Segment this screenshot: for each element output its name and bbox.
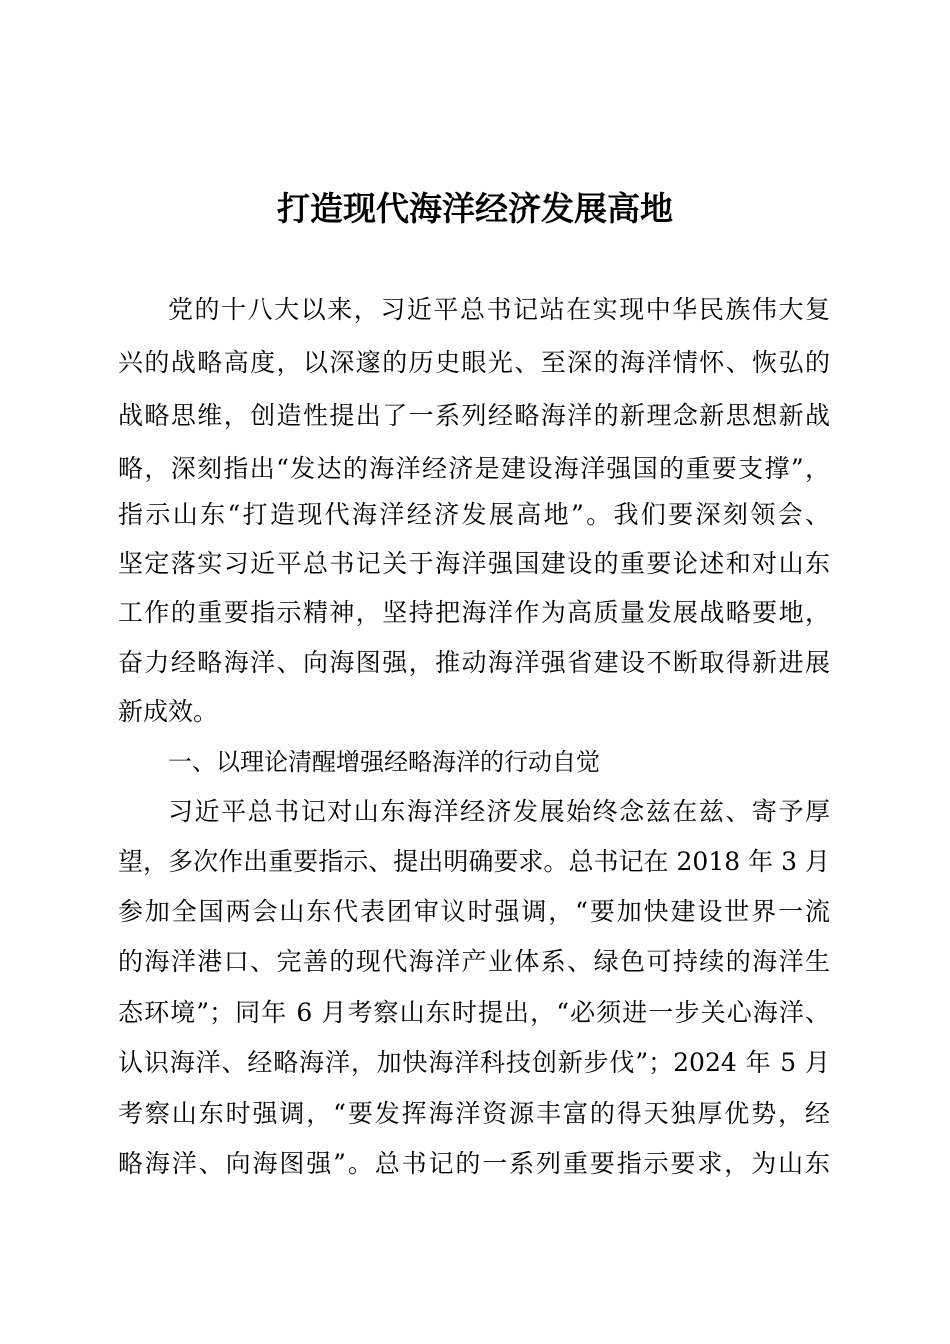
paragraph1-line: 奋力经略海洋、向海图强，推动海洋强省建设不断取得新进展	[118, 648, 830, 677]
paragraph1-line: 指示山东“打造现代海洋经济发展高地”。我们要深刻领会、	[118, 500, 830, 529]
paragraph1-line: 兴的战略高度，以深邃的历史眼光、至深的海洋情怀、恢弘的	[118, 348, 830, 377]
paragraph1-line: 略，深刻指出“发达的海洋经济是建设海洋强国的重要支撑”，	[118, 454, 830, 483]
paragraph1-line: 工作的重要指示精神，坚持把海洋作为高质量发展战略要地，	[118, 598, 830, 627]
paragraph2-line: 参加全国两会山东代表团审议时强调，“要加快建设世界一流	[118, 897, 830, 926]
paragraph2-line: 态环境”；同年 6 月考察山东时提出，“必须进一步关心海洋、	[118, 998, 830, 1027]
paragraph1-line: 战略思维，创造性提出了一系列经略海洋的新理念新思想新战	[118, 401, 830, 430]
paragraph2-line: 略海洋、向海图强”。总书记的一系列重要指示要求，为山东	[118, 1149, 830, 1178]
paragraph1-line: 坚定落实习近平总书记关于海洋强国建设的重要论述和对山东	[118, 549, 830, 578]
section-heading: 一、以理论清醒增强经略海洋的行动自觉	[168, 748, 600, 776]
paragraph1-line: 新成效。	[118, 697, 219, 726]
paragraph2-line: 考察山东时强调，“要发挥海洋资源丰富的得天独厚优势，经	[118, 1099, 830, 1128]
paragraph2-line: 认识海洋、经略海洋，加快海洋科技创新步伐”；2024 年 5 月	[118, 1048, 830, 1077]
paragraph2-line: 的海洋港口、完善的现代海洋产业体系、绿色可持续的海洋生	[118, 947, 830, 976]
paragraph1-line: 党的十八大以来，习近平总书记站在实现中华民族伟大复	[168, 295, 830, 324]
paragraph2-line: 望，多次作出重要指示、提出明确要求。总书记在 2018 年 3 月	[118, 847, 830, 876]
document-title: 打造现代海洋经济发展高地	[277, 189, 673, 228]
paragraph2-line: 习近平总书记对山东海洋经济发展始终念兹在兹、寄予厚	[168, 797, 830, 826]
